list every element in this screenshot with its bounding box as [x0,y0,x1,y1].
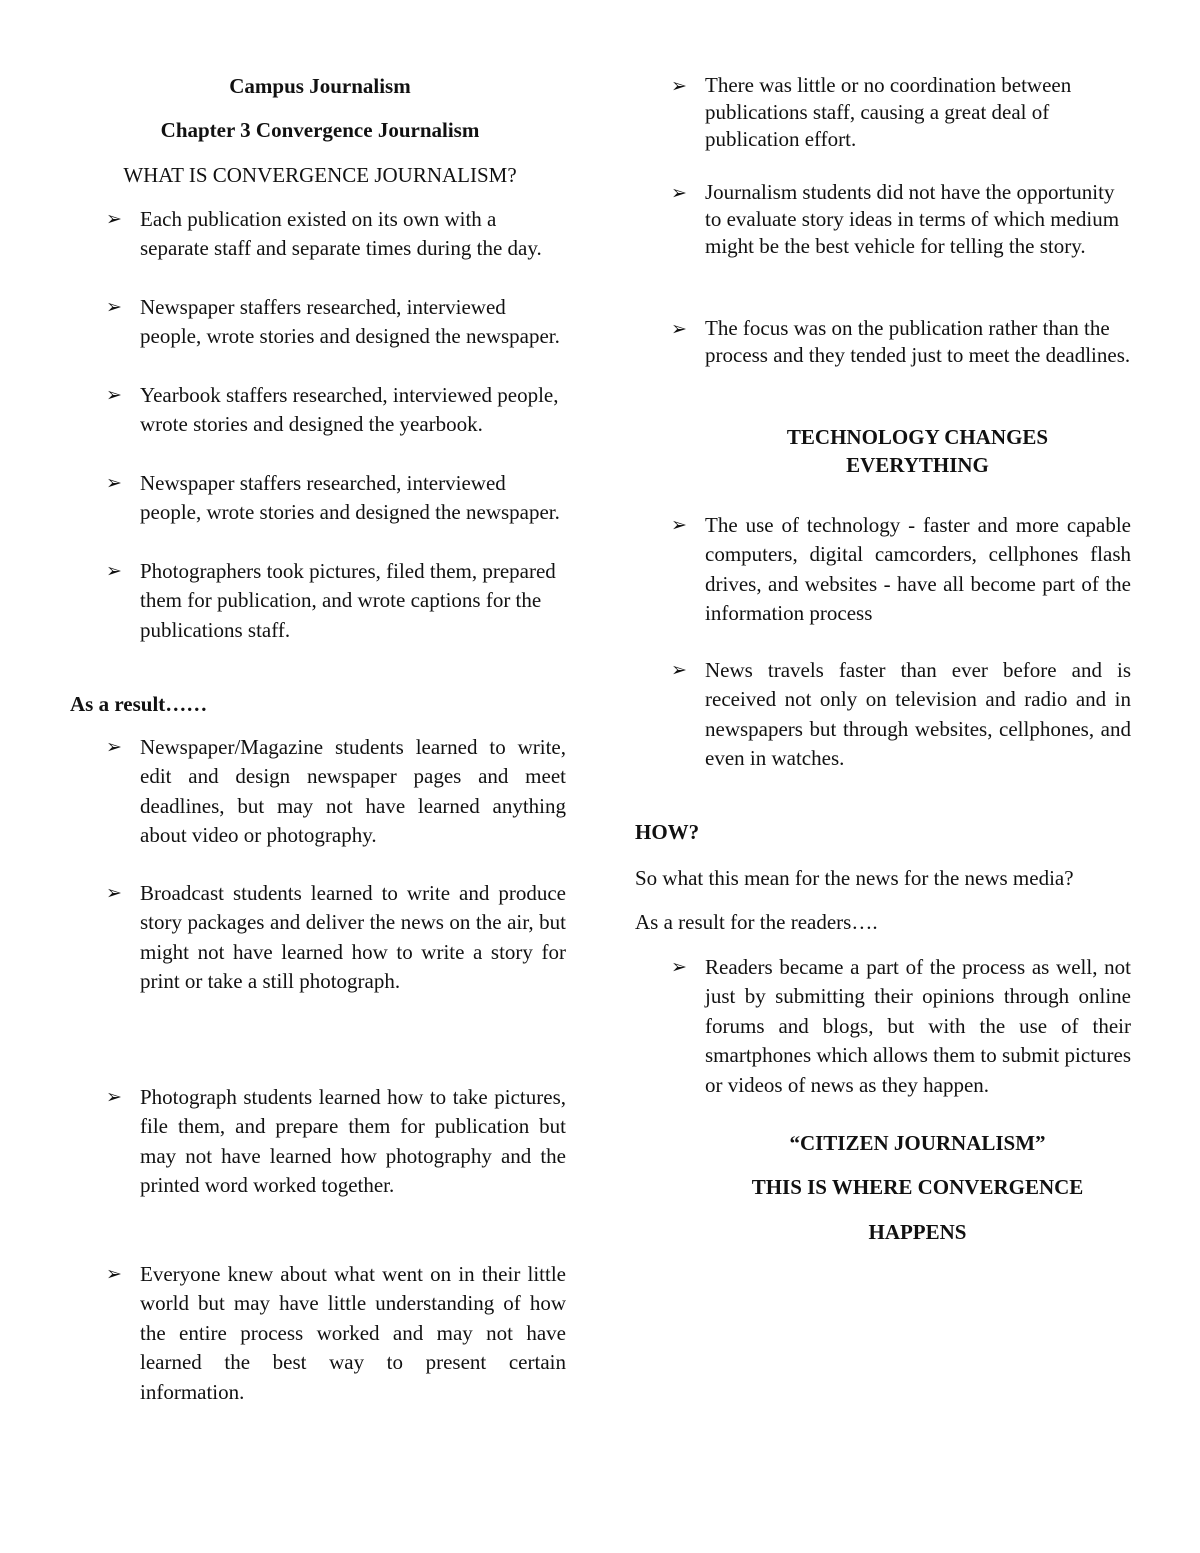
list-item [104,879,566,997]
bullet-text: Newspaper staffers researched, interviewed people, wrote stories and designed the newspaper. [140,295,560,349]
list-item [104,469,570,528]
list-item [104,381,570,440]
arrow-bullet-icon: ➢ [671,182,687,204]
arrow-bullet-icon: ➢ [106,296,122,318]
arrow-bullet-icon: ➢ [106,882,122,904]
document-title: Campus Journalism [229,74,411,98]
bullet-text: Everyone knew about what went on in their little world but may have little understanding of how the entire process worked and may not have learned the best way to present certain information. [140,1262,566,1404]
citizen-journalism-heading: “CITIZEN JOURNALISM” [789,1131,1046,1155]
bullet-text: Photographers took pictures, filed them, prepared them for publication, and wrote captions for the publications staff. [140,559,556,642]
arrow-bullet-icon: ➢ [106,560,122,582]
arrow-bullet-icon: ➢ [106,384,122,406]
bullet-text: Photograph students learned how to take pictures, file them, and prepare them for publication but may not have learned how photography and the printed word worked together. [140,1085,566,1198]
bullet-text: There was little or no coordination between publications staff, causing a great deal of publication effort. [705,73,1072,151]
arrow-bullet-icon: ➢ [106,472,122,494]
how-question: So what this mean for the news for the news media? [635,866,1074,890]
arrow-bullet-icon: ➢ [671,514,687,536]
list-item [104,733,566,851]
bullet-text: Journalism students did not have the opportunity to evaluate story ideas in terms of which medium might be the best vehicle for telling the story. [705,180,1120,258]
readers-line: As a result for the readers…. [635,910,878,934]
bullet-text: Yearbook staffers researched, interviewed people, wrote stories and designed the yearbook. [140,383,559,437]
bullet-text: Each publication existed on its own with a separate staff and separate times during the day. [140,207,542,261]
closing-heading-line2: HAPPENS [868,1220,967,1244]
how-label: HOW? [635,820,700,844]
result-label: As a result…… [70,692,208,716]
list-item [104,1083,566,1201]
bullet-text: The focus was on the publication rather than the process and they tended just to meet the deadlines. [705,316,1131,367]
arrow-bullet-icon: ➢ [671,75,687,97]
technology-heading-line2: EVERYTHING [846,453,989,477]
arrow-bullet-icon: ➢ [671,956,687,978]
list-item [669,511,1131,629]
arrow-bullet-icon: ➢ [671,318,687,340]
list-item [669,315,1135,369]
arrow-bullet-icon: ➢ [106,208,122,230]
arrow-bullet-icon: ➢ [671,659,687,681]
bullet-text: Broadcast students learned to write and produce story packages and deliver the news on the air, but might not have learned how to write a story for print or take a still photograph. [140,881,566,994]
list-item [669,179,1135,260]
arrow-bullet-icon: ➢ [106,736,122,758]
bullet-text: Newspaper/Magazine students learned to write, edit and design newspaper pages and meet deadlines, but may not have learned anything about video or photography. [140,735,566,848]
closing-heading: THIS IS WHERE CONVERGENCE [751,1175,1084,1199]
list-item [104,293,570,352]
list-item [104,205,570,264]
list-item [104,557,570,645]
list-item [669,656,1131,774]
arrow-bullet-icon: ➢ [106,1086,122,1108]
bullet-text: News travels faster than ever before and is received not only on television and radio and in newspapers but through websites, cellphones, and even in watches. [705,658,1131,771]
list-item [669,953,1131,1100]
bullet-text: Newspaper staffers researched, interviewed people, wrote stories and designed the newspaper. [140,471,560,525]
section-question: WHAT IS CONVERGENCE JOURNALISM? [123,163,517,187]
bullet-text: Readers became a part of the process as well, not just by submitting their opinions through online forums and blogs, but with the use of their smartphones which allows them to submit pictures or videos of news as they happen. [705,955,1131,1097]
list-item [669,72,1135,153]
arrow-bullet-icon: ➢ [106,1263,122,1285]
list-item [104,1260,566,1407]
bullet-text: The use of technology - faster and more capable computers, digital camcorders, cellphones flash drives, and websites - have all become part of the information process [705,513,1131,626]
chapter-title: Chapter 3 Convergence Journalism [160,118,480,142]
technology-heading: TECHNOLOGY CHANGES [786,425,1049,449]
